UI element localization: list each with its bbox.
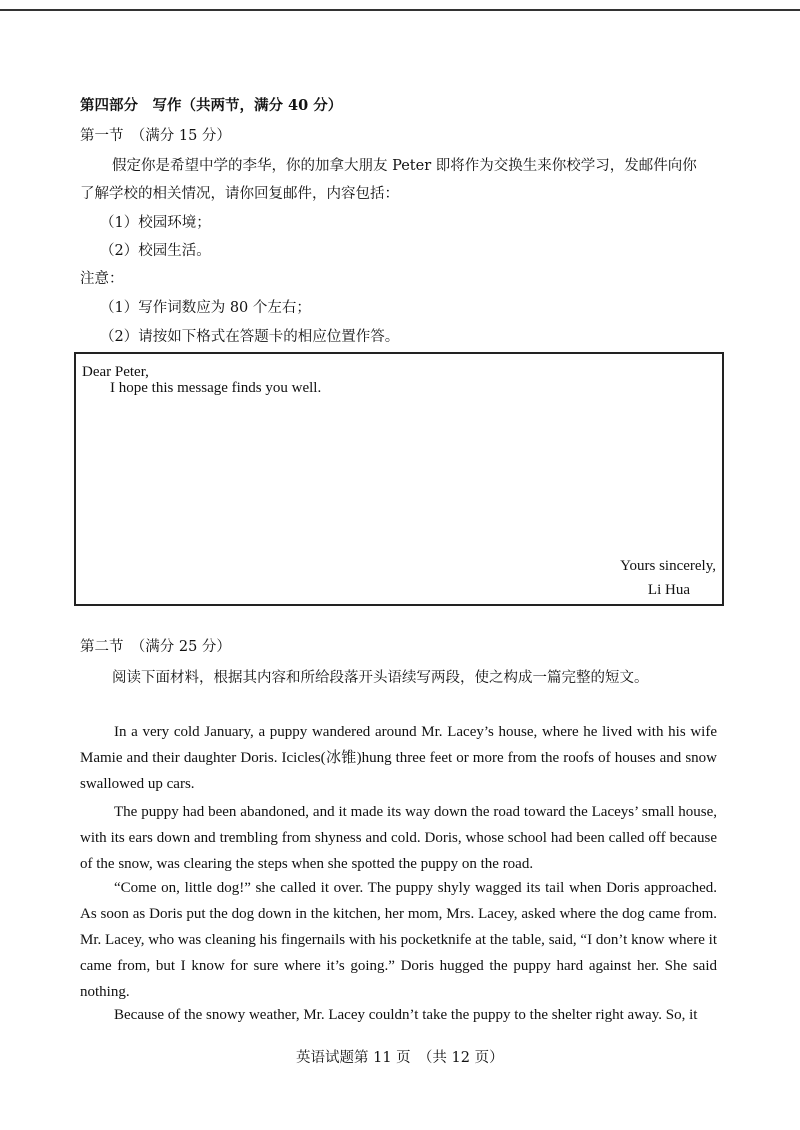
page-footer: 英语试题第 11 页 （共 12 页）	[296, 1050, 504, 1066]
note-item1: （1）写作词数应为 80 个左右；	[100, 300, 311, 316]
section1-item1: （1）校园环境；	[100, 215, 211, 231]
letter-greeting: Dear Peter,	[82, 364, 149, 380]
section1-heading: 第一节 （满分 15 分）	[80, 128, 231, 144]
story-paragraph-1: In a very cold January, a puppy wandered around Mr. Lacey’s house, where he lived with his wife Mamie and their daughter Doris. Icicles(冰锥)hung three feet or more from the roofs of houses and snow swallowed up cars.	[80, 724, 717, 792]
note-label: 注意：	[80, 271, 124, 287]
section2-instruction: 阅读下面材料，根据其内容和所给段落开头语续写两段，使之构成一篇完整的短文。	[112, 670, 649, 686]
section2-heading: 第二节 （满分 25 分）	[80, 639, 231, 655]
letter-answer-box	[74, 352, 724, 606]
note-item2: （2）请按如下格式在答题卡的相应位置作答。	[100, 329, 400, 345]
section1-prompt-line1: 假定你是希望中学的李华，你的加拿大朋友 Peter 即将作为交换生来你校学习，发邮件向你	[112, 158, 697, 174]
letter-opening: I hope this message finds you well.	[110, 380, 322, 396]
section1-prompt-line2: 了解学校的相关情况，请你回复邮件，内容包括：	[80, 186, 399, 202]
story-paragraph-4: Because of the snowy weather, Mr. Lacey couldn’t take the puppy to the shelter right away. So, it	[114, 1007, 698, 1023]
section1-item2: （2）校园生活。	[100, 243, 211, 259]
letter-signature: Li Hua	[647, 582, 690, 598]
story-paragraph-3: “Come on, little dog!” she called it over. The puppy shyly wagged its tail when Doris approached. As soon as Doris put the dog down in the kitchen, her mom, Mrs. Lacey, asked where the dog came from. Mr. Lacey, who was cleaning his fingernails with his pocketknife at the table, said, “I don’t know where it came from, but I know for sure where it’s going.” Doris hugged the puppy hard against her. She said nothing.	[80, 880, 717, 1000]
top-rule	[0, 9, 800, 11]
part4-heading: 第四部分 写作（共两节，满分 40 分）	[80, 97, 343, 114]
story-paragraph-2: The puppy had been abandoned, and it made its way down the road toward the Laceys’ small house, with its ears down and trembling from shyness and cold. Doris, whose school had been called off because of the snow, was clearing the steps when she spotted the puppy on the road.	[80, 804, 717, 872]
letter-closing: Yours sincerely,	[620, 558, 716, 574]
